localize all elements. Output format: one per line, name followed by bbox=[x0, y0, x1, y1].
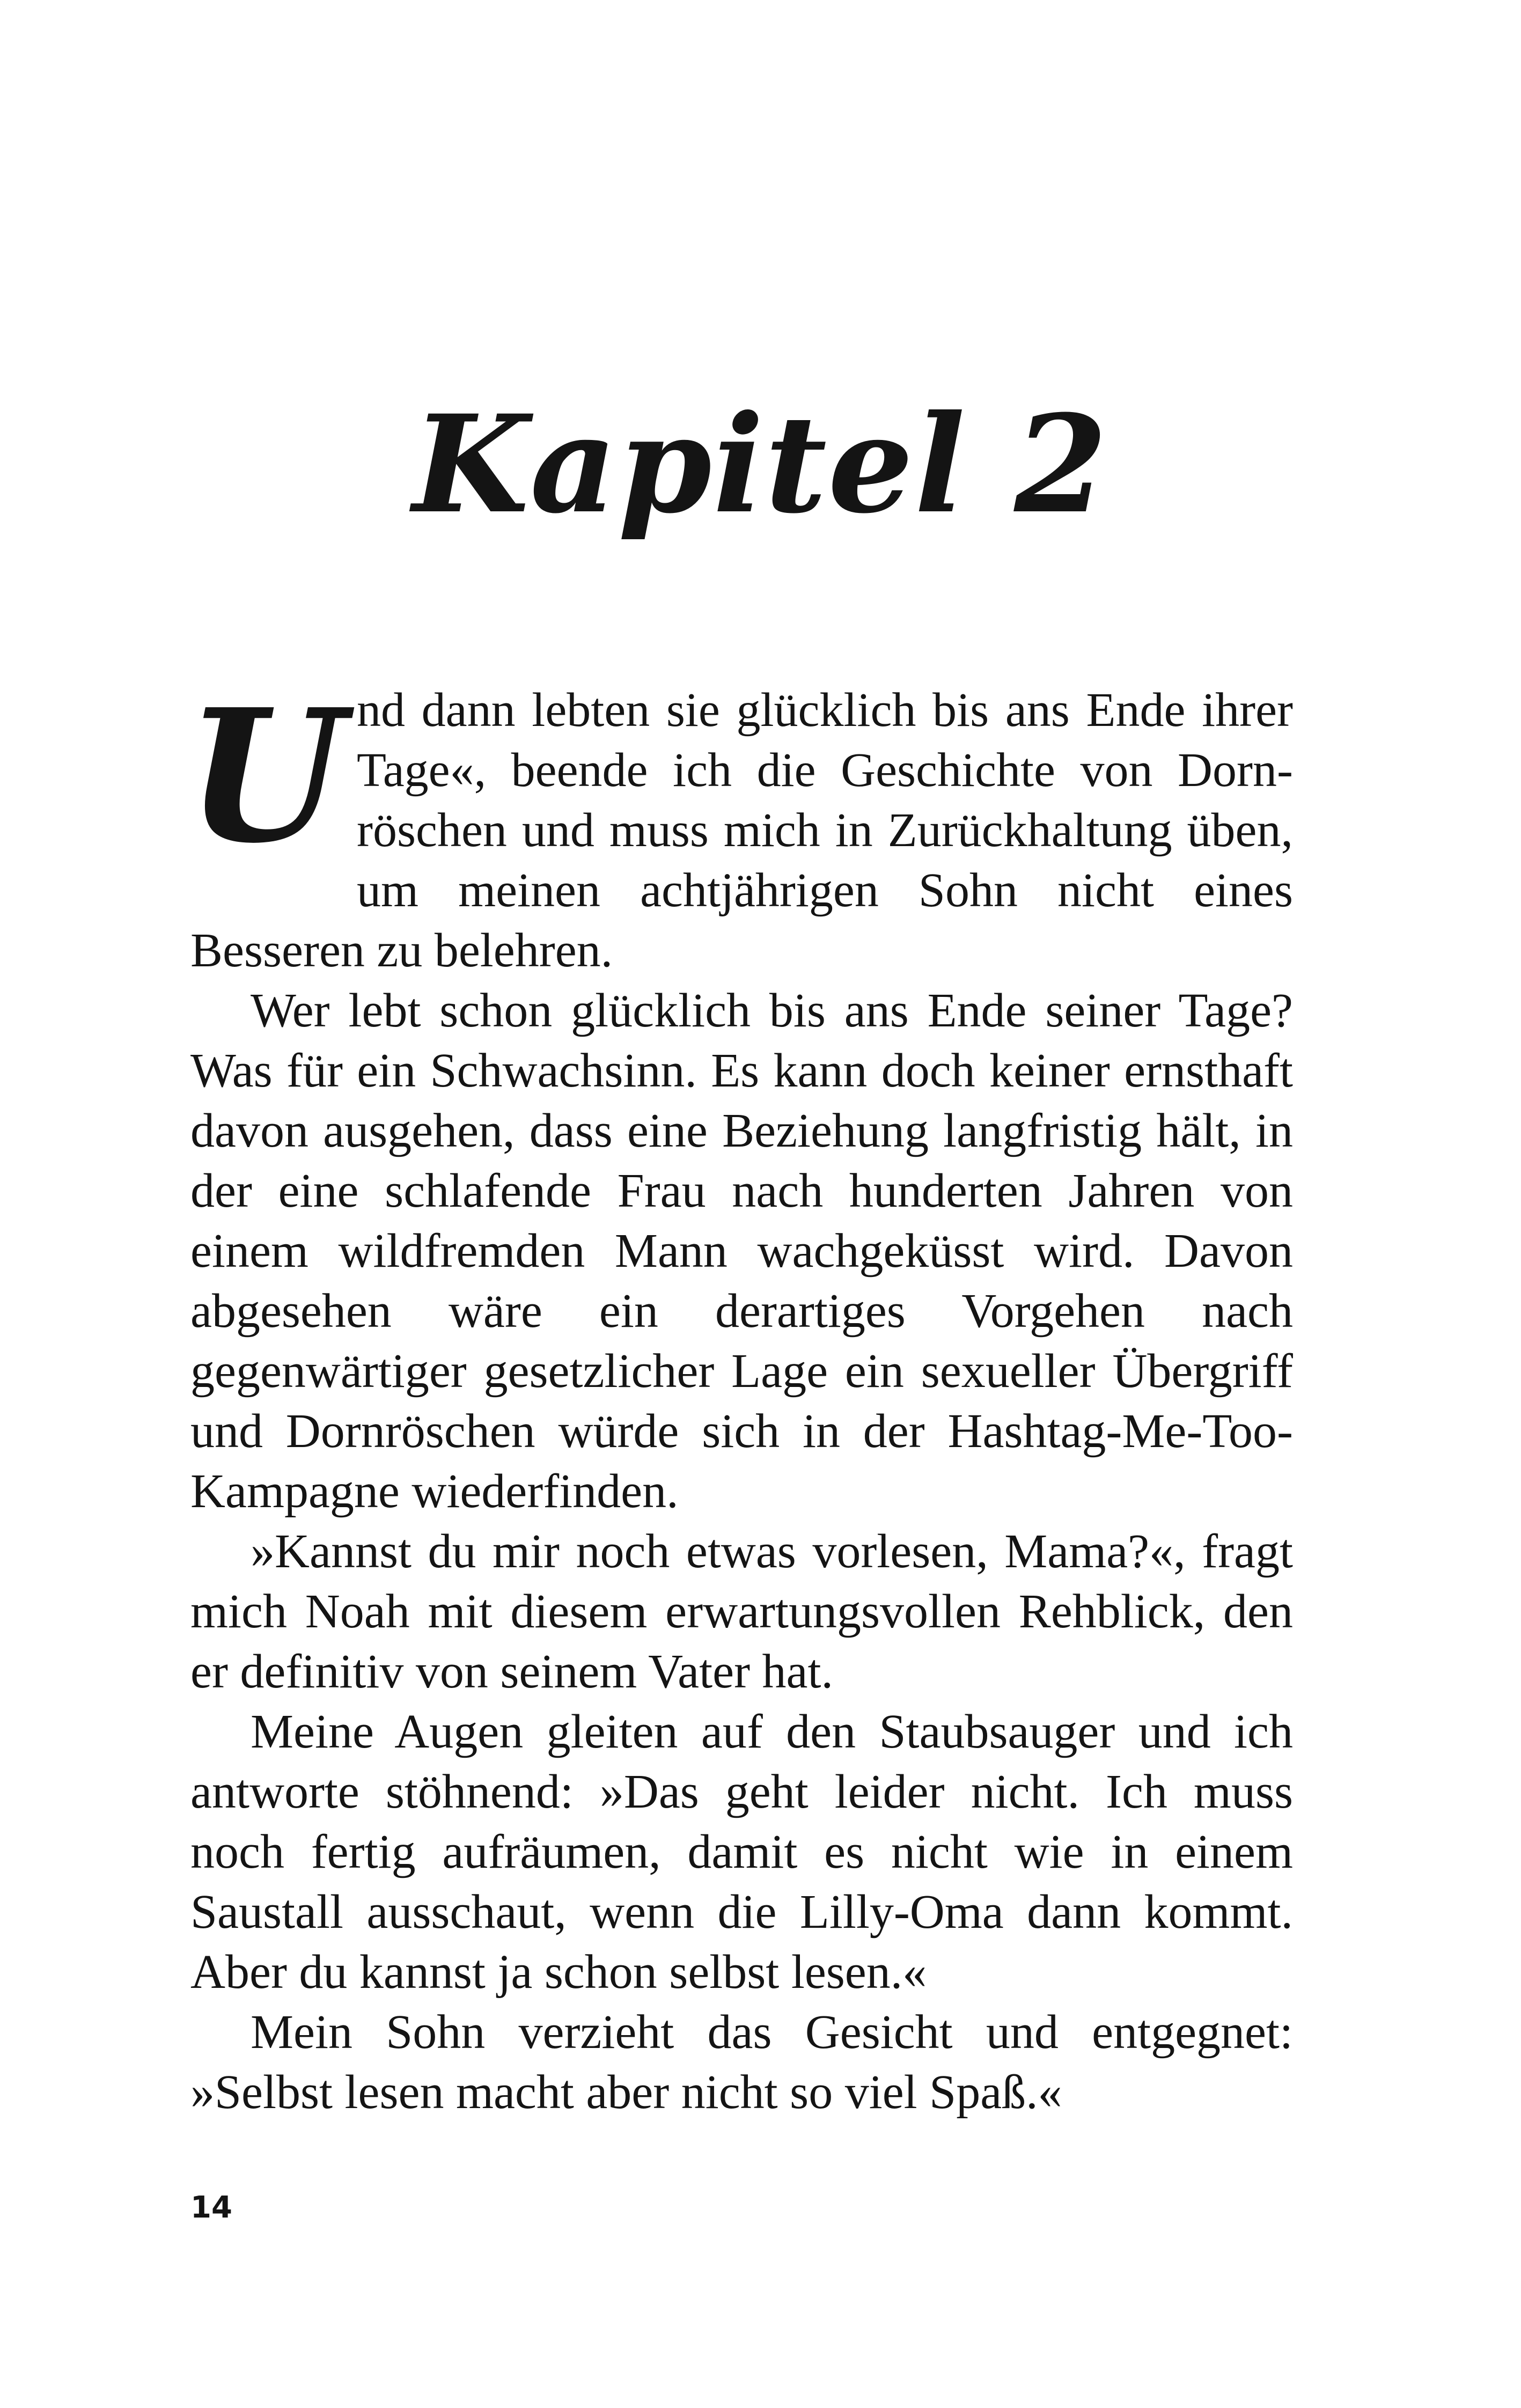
chapter-body bbox=[186, 670, 1293, 2123]
paragraph-5: Mein Sohn verzieht das Gesicht und entgegnet: »Selbst lesen macht aber nicht so viel Spaß.« bbox=[190, 2006, 1293, 2119]
page-number: 14 bbox=[190, 2190, 232, 2225]
paragraph-2: Wer lebt schon glücklich bis ans Ende seiner Tage? Was für ein Schwachsinn. Es kann doch keiner ernsthaft davon ausgehen, dass eine Beziehung langfristig hält, in der eine schlafende Frau nach hunderten Jahren von einem wildfremden Mann wachgeküsst wird. Davon abgesehen wäre ein derartiges Vorgehen nach gegenwärtiger gesetzlicher Lage ein sexueller Übergriff und Dornröschen würde sich in der Hashtag-Me-Too-Kampagne wiederfinden. bbox=[190, 984, 1293, 1518]
drop-cap: U bbox=[186, 670, 346, 884]
paragraph-4: Meine Augen gleiten auf den Staubsauger und ich antworte stöhnend: »Das geht leider nicht. Ich muss noch fertig aufräumen, damit es nicht wie in einem Saustall ausschaut, wenn die Lilly-Oma dann kommt. Aber du kannst ja schon selbst lesen.« bbox=[190, 1705, 1293, 1999]
paragraph-1 bbox=[186, 670, 1293, 981]
paragraph-1-text: nd dann lebten sie glücklich bis ans Ende ihrer Tage«, beende ich die Geschichte von Dornröschen und muss mich in Zurückhaltung üben, um meinen achtjährigen Sohn nicht eines Besseren zu belehren. bbox=[190, 684, 1293, 977]
chapter-title: Kapitel 2 bbox=[412, 385, 1109, 543]
paragraph-3: »Kannst du mir noch etwas vorlesen, Mama?«, fragt mich Noah mit diesem erwartungsvollen Rehblick, den er definitiv von seinem Vater hat. bbox=[190, 1525, 1293, 1698]
